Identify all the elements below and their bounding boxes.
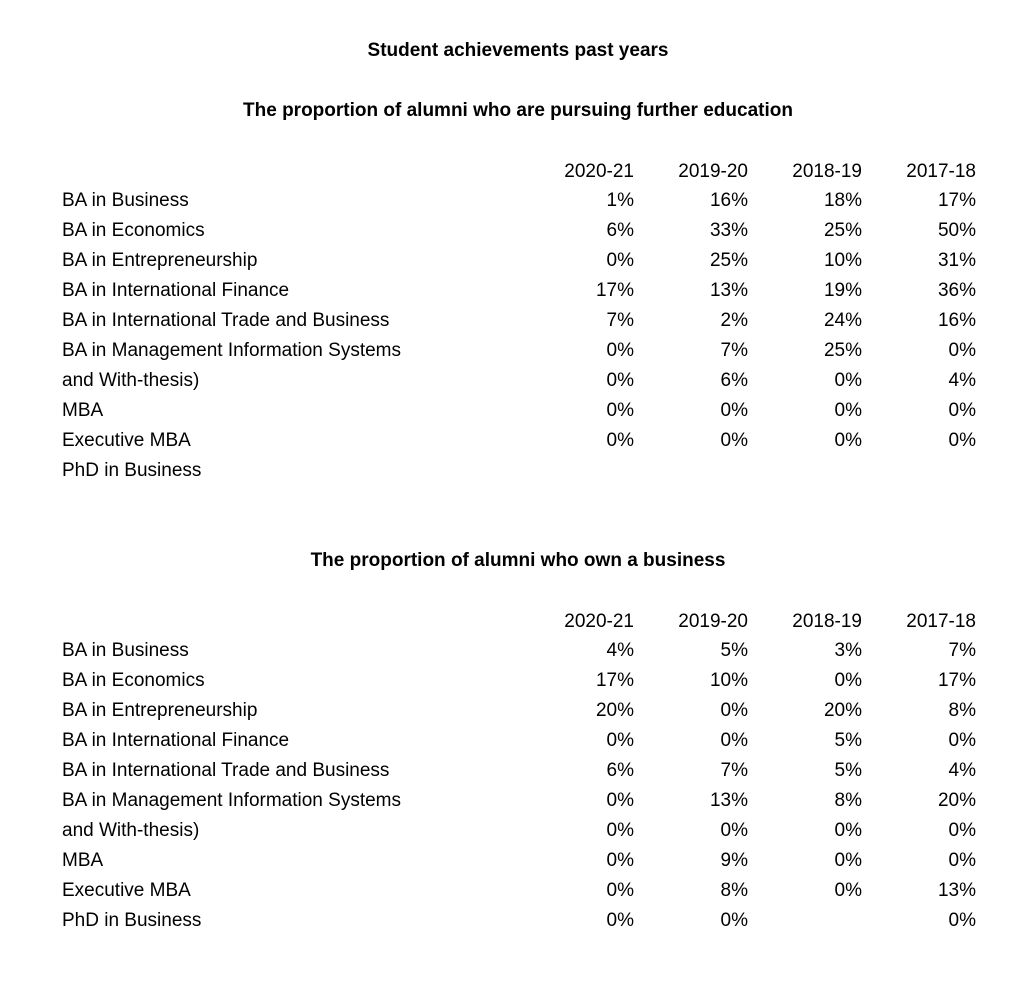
value-cell: 5% [834,760,862,781]
value-cell: 13% [709,280,748,301]
value-cell: 0% [720,430,748,451]
year-header: 2020-21 [564,161,634,182]
table-row [0,786,1028,816]
table-row [0,696,1028,726]
value-cell: 0% [948,400,976,421]
value-cell: 0% [720,820,748,841]
value-cell: 16% [937,310,976,331]
value-cell: 25% [823,340,862,361]
program-label: BA in Management Information Systems [62,790,401,811]
value-cell: 4% [948,760,976,781]
program-label: and With-thesis) [62,820,200,841]
value-cell: 7% [720,340,748,361]
value-cell: 18% [823,190,862,211]
table-row [0,396,1028,426]
table-row [0,306,1028,336]
value-cell: 20% [937,790,976,811]
value-cell: 7% [606,310,634,331]
value-cell: 10% [709,670,748,691]
program-label: BA in Business [62,640,189,661]
table-row [0,216,1028,246]
year-header: 2020-21 [564,611,634,632]
value-cell: 3% [834,640,862,661]
value-cell: 0% [834,400,862,421]
value-cell: 17% [937,190,976,211]
value-cell: 0% [948,430,976,451]
value-cell: 1% [606,190,634,211]
value-cell: 0% [948,910,976,931]
program-label: BA in International Trade and Business [62,310,390,331]
year-header: 2018-19 [792,161,862,182]
value-cell: 7% [948,640,976,661]
program-label: Executive MBA [62,880,191,901]
value-cell: 33% [709,220,748,241]
value-cell: 13% [937,880,976,901]
value-cell: 5% [834,730,862,751]
table-row [0,906,1028,936]
value-cell: 8% [834,790,862,811]
value-cell: 25% [823,220,862,241]
table-row [0,456,1028,486]
program-label: and With-thesis) [62,370,200,391]
further-education-table [0,158,1028,486]
value-cell: 0% [720,730,748,751]
program-label: BA in International Trade and Business [62,760,390,781]
program-label: BA in Business [62,190,189,211]
table-row [0,426,1028,456]
value-cell: 17% [595,280,634,301]
table-row [0,666,1028,696]
value-cell: 10% [823,250,862,271]
year-header: 2018-19 [792,611,862,632]
value-cell: 31% [937,250,976,271]
program-label: PhD in Business [62,460,202,481]
value-cell: 4% [606,640,634,661]
program-label: BA in International Finance [62,730,290,751]
program-label: MBA [62,850,104,871]
table-row [0,246,1028,276]
year-header: 2019-20 [678,161,748,182]
value-cell: 20% [595,700,634,721]
value-cell: 0% [834,670,862,691]
value-cell: 0% [948,730,976,751]
value-cell: 0% [834,430,862,451]
section-title-further-education: The proportion of alumni who are pursuing further education [243,100,793,121]
value-cell: 24% [823,310,862,331]
value-cell: 0% [948,850,976,871]
value-cell: 16% [709,190,748,211]
program-label: BA in Economics [62,670,205,691]
table-row [0,276,1028,306]
table-row [0,336,1028,366]
value-cell: 17% [937,670,976,691]
value-cell: 2% [720,310,748,331]
value-cell: 0% [606,340,634,361]
table-row [0,816,1028,846]
program-label: Executive MBA [62,430,191,451]
table-row [0,636,1028,666]
value-cell: 0% [606,790,634,811]
table-row [0,186,1028,216]
value-cell: 0% [606,850,634,871]
program-label: BA in Economics [62,220,205,241]
value-cell: 0% [720,910,748,931]
table-body [0,636,1028,936]
value-cell: 0% [948,820,976,841]
table-row [0,366,1028,396]
value-cell: 0% [606,820,634,841]
table-row [0,756,1028,786]
table-header-row [0,608,1028,636]
table-body [0,186,1028,486]
own-business-table [0,608,1028,936]
table-header-row [0,158,1028,186]
table-row [0,876,1028,906]
value-cell: 5% [720,640,748,661]
table-row [0,846,1028,876]
year-header: 2017-18 [906,611,976,632]
value-cell: 0% [720,400,748,421]
value-cell: 6% [606,220,634,241]
value-cell: 6% [606,760,634,781]
value-cell: 7% [720,760,748,781]
value-cell: 4% [948,370,976,391]
program-label: BA in Entrepreneurship [62,700,258,721]
page-title: Student achievements past years [367,40,669,61]
value-cell: 0% [606,730,634,751]
value-cell: 19% [823,280,862,301]
program-label: BA in Management Information Systems [62,340,401,361]
value-cell: 8% [948,700,976,721]
table-row [0,726,1028,756]
value-cell: 6% [720,370,748,391]
value-cell: 0% [606,430,634,451]
value-cell: 50% [937,220,976,241]
value-cell: 0% [834,880,862,901]
value-cell: 17% [595,670,634,691]
value-cell: 0% [834,820,862,841]
value-cell: 0% [948,340,976,361]
value-cell: 8% [720,880,748,901]
value-cell: 0% [606,250,634,271]
program-label: MBA [62,400,104,421]
value-cell: 0% [606,910,634,931]
year-header: 2019-20 [678,611,748,632]
value-cell: 36% [937,280,976,301]
value-cell: 20% [823,700,862,721]
program-label: BA in International Finance [62,280,290,301]
value-cell: 9% [720,850,748,871]
value-cell: 25% [709,250,748,271]
value-cell: 13% [709,790,748,811]
value-cell: 0% [606,880,634,901]
program-label: PhD in Business [62,910,202,931]
value-cell: 0% [606,400,634,421]
section-title-own-business: The proportion of alumni who own a business [310,550,726,571]
year-header: 2017-18 [906,161,976,182]
value-cell: 0% [720,700,748,721]
value-cell: 0% [606,370,634,391]
value-cell: 0% [834,370,862,391]
value-cell: 0% [834,850,862,871]
program-label: BA in Entrepreneurship [62,250,258,271]
